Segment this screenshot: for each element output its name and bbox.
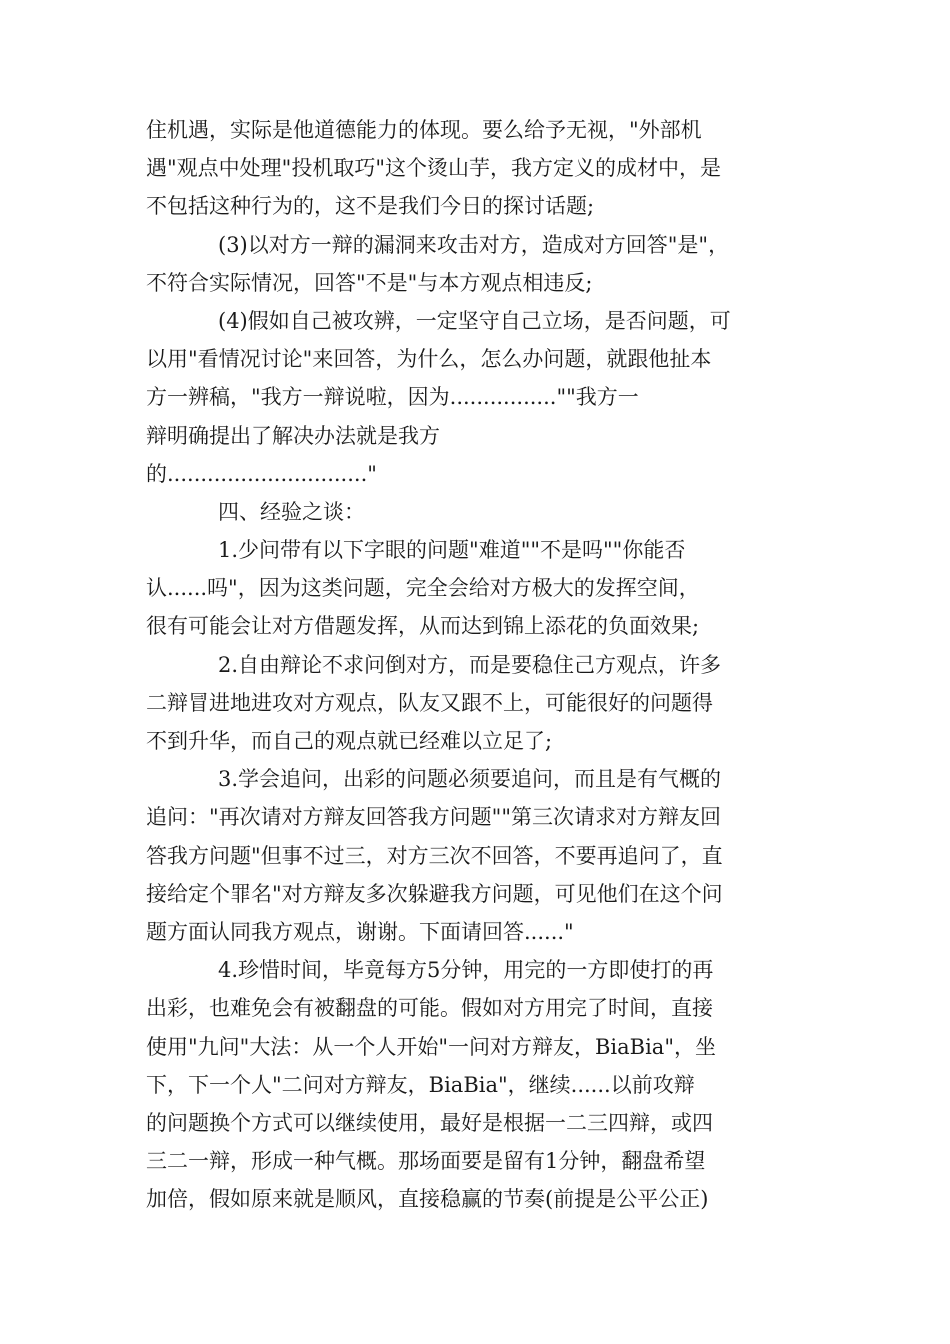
text-line: 的.............................." — [146, 461, 377, 486]
text-line: 不符合实际情况，回答"不是"与本方观点相违反; — [146, 270, 593, 295]
text-line: 下，下一个人"二问对方辩友，BiaBia"，继续......以前攻辩 — [146, 1072, 695, 1097]
text-line: 住机遇，实际是他道德能力的体现。要么给予无视，"外部机 — [146, 118, 702, 142]
document-body — [146, 111, 806, 1218]
text-line: 认......吗"，因为这类问题，完全会给对方极大的发挥空间， — [146, 576, 700, 601]
text-line: 3.学会追问，出彩的问题必须要追问，而且是有气概的 — [218, 767, 722, 792]
text-line: 遇"观点中处理"投机取巧"这个烫山芋，我方定义的成材中，是 — [146, 156, 721, 181]
text-line: 三二一辩，形成一种气概。那场面要是留有1分钟，翻盘希望 — [146, 1149, 706, 1174]
text-line: 辩明确提出了解决办法就是我方 — [146, 423, 440, 448]
text-line: 使用"九问"大法：从一个人开始"一问对方辩友，BiaBia"，坐 — [146, 1034, 716, 1059]
text-line: (3)以对方一辩的漏洞来攻击对方，造成对方回答"是"， — [218, 232, 730, 257]
text-line: 加倍，假如原来就是顺风，直接稳赢的节奏(前提是公平公正) — [146, 1187, 709, 1212]
text-line: 很有可能会让对方借题发挥，从而达到锦上添花的负面效果; — [146, 614, 700, 639]
text-line: 4.珍惜时间，毕竟每方5分钟，用完的一方即使打的再 — [218, 958, 714, 983]
text-line: 2.自由辩论不求问倒对方，而是要稳住己方观点，许多 — [218, 652, 722, 677]
text-line: 的问题换个方式可以继续使用，最好是根据一二三四辩，或四 — [146, 1110, 713, 1135]
text-line: 方一辨稿，"我方一辩说啦，因为................""我方一 — [146, 385, 639, 410]
text-line: 二辩冒进地进攻对方观点，队友又跟不上，可能很好的问题得 — [146, 690, 713, 715]
text-line: 答我方问题"但事不过三，对方三次不回答，不要再追问了，直 — [146, 843, 723, 868]
text-line: 四、经验之谈： — [218, 499, 365, 524]
text-line: 出彩，也难免会有被翻盘的可能。假如对方用完了时间，直接 — [146, 996, 713, 1021]
text-line: 以用"看情况讨论"来回答，为什么，怎么办问题，就跟他扯本 — [146, 347, 712, 372]
text-line: 接给定个罪名"对方辩友多次躲避我方问题，可见他们在这个问 — [146, 881, 723, 906]
text-line: 题方面认同我方观点，谢谢。下面请回答......" — [146, 919, 574, 944]
text-line: (4)假如自己被攻辨，一定坚守自己立场，是否问题，可 — [218, 308, 731, 333]
text-line: 不包括这种行为的，这不是我们今日的探讨话题; — [146, 194, 595, 219]
text-line: 追问："再次请对方辩友回答我方问题""第三次请求对方辩友回 — [146, 805, 721, 830]
text-line: 1.少问带有以下字眼的问题"难道""不是吗""你能否 — [218, 538, 686, 563]
text-line: 不到升华，而自己的观点就已经难以立足了; — [146, 729, 553, 753]
